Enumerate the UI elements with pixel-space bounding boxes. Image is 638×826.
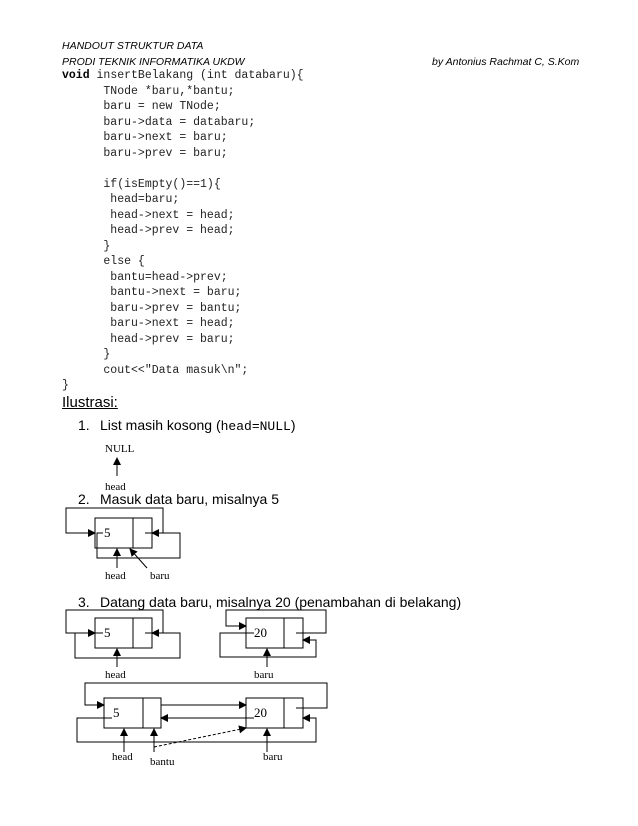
bantu-next-dashed-arrow xyxy=(154,728,246,747)
prev-self-loop xyxy=(75,633,180,658)
list-item-text-end: ) xyxy=(290,417,296,433)
code-line: baru->next = head; xyxy=(62,317,235,330)
baru-label: baru xyxy=(254,669,274,681)
list-item-number: 3. xyxy=(78,594,90,610)
code-line: baru->next = baru; xyxy=(62,131,228,144)
node-5 xyxy=(95,618,152,648)
list-item-number: 2. xyxy=(78,491,90,507)
list-item-number: 1. xyxy=(78,417,90,433)
code-line: bantu->next = baru; xyxy=(62,286,242,299)
head-label: head xyxy=(105,669,126,681)
code-line: bantu=head->prev; xyxy=(62,270,228,284)
next-self-loop xyxy=(66,610,163,633)
node-value: 5 xyxy=(113,705,120,720)
node-value: 20 xyxy=(254,625,267,640)
header-title: HANDOUT STRUKTUR DATA xyxy=(62,40,204,52)
code-line: TNode *baru,*bantu; xyxy=(62,84,235,98)
node-value: 5 xyxy=(104,625,111,640)
code-signature: insertBelakang (int databaru){ xyxy=(89,69,304,82)
code-line: } xyxy=(62,239,111,253)
next-to-head-loop xyxy=(85,683,327,708)
code-line: if(isEmpty()==1){ xyxy=(62,177,221,191)
head-label: head xyxy=(105,481,126,493)
header-institution: PRODI TEKNIK INFORMATIKA UKDW xyxy=(62,56,245,68)
code-line: else { xyxy=(62,255,145,268)
head-label: head xyxy=(105,570,126,582)
code-line: head->next = head; xyxy=(62,208,235,222)
baru-label: baru xyxy=(263,751,283,763)
code-line: head->prev = baru; xyxy=(62,332,235,346)
node-value: 20 xyxy=(254,705,267,720)
node-20 xyxy=(246,618,303,648)
list-item-code: head=NULL xyxy=(220,419,291,434)
null-label: NULL xyxy=(105,443,135,455)
list-item-text: Datang data baru, misalnya 20 (penambahan di belakang) xyxy=(100,594,462,610)
prev-self-loop xyxy=(220,633,316,657)
list-item-text: Masuk data baru, misalnya 5 xyxy=(100,491,279,507)
code-line: baru->prev = bantu; xyxy=(62,301,242,315)
bantu-label: bantu xyxy=(150,756,175,768)
code-line: baru->data = databaru; xyxy=(62,115,256,129)
node-5-linked xyxy=(104,698,161,728)
code-line: baru->prev = baru; xyxy=(62,146,228,160)
code-line: } xyxy=(62,379,69,392)
header-author: by Antonius Rachmat C, S.Kom xyxy=(432,56,580,68)
next-self-loop xyxy=(66,508,163,533)
next-self-loop xyxy=(226,610,326,633)
list-item-text: List masih kosong ( xyxy=(100,417,221,433)
node-20-linked xyxy=(246,698,303,728)
code-line: head->prev = head; xyxy=(62,224,235,237)
code-line: head=baru; xyxy=(62,193,180,206)
code-line: } xyxy=(62,348,111,361)
prev-to-tail-loop xyxy=(77,718,316,742)
head-label: head xyxy=(112,751,133,763)
node-value: 5 xyxy=(104,525,111,540)
node-5-single xyxy=(95,518,152,548)
illustration-heading: Ilustrasi: xyxy=(62,394,118,411)
code-line: baru = new TNode; xyxy=(62,100,221,113)
code-line: cout<<"Data masuk\n"; xyxy=(62,363,249,377)
baru-label: baru xyxy=(150,570,170,582)
code-keyword: void xyxy=(62,69,90,82)
